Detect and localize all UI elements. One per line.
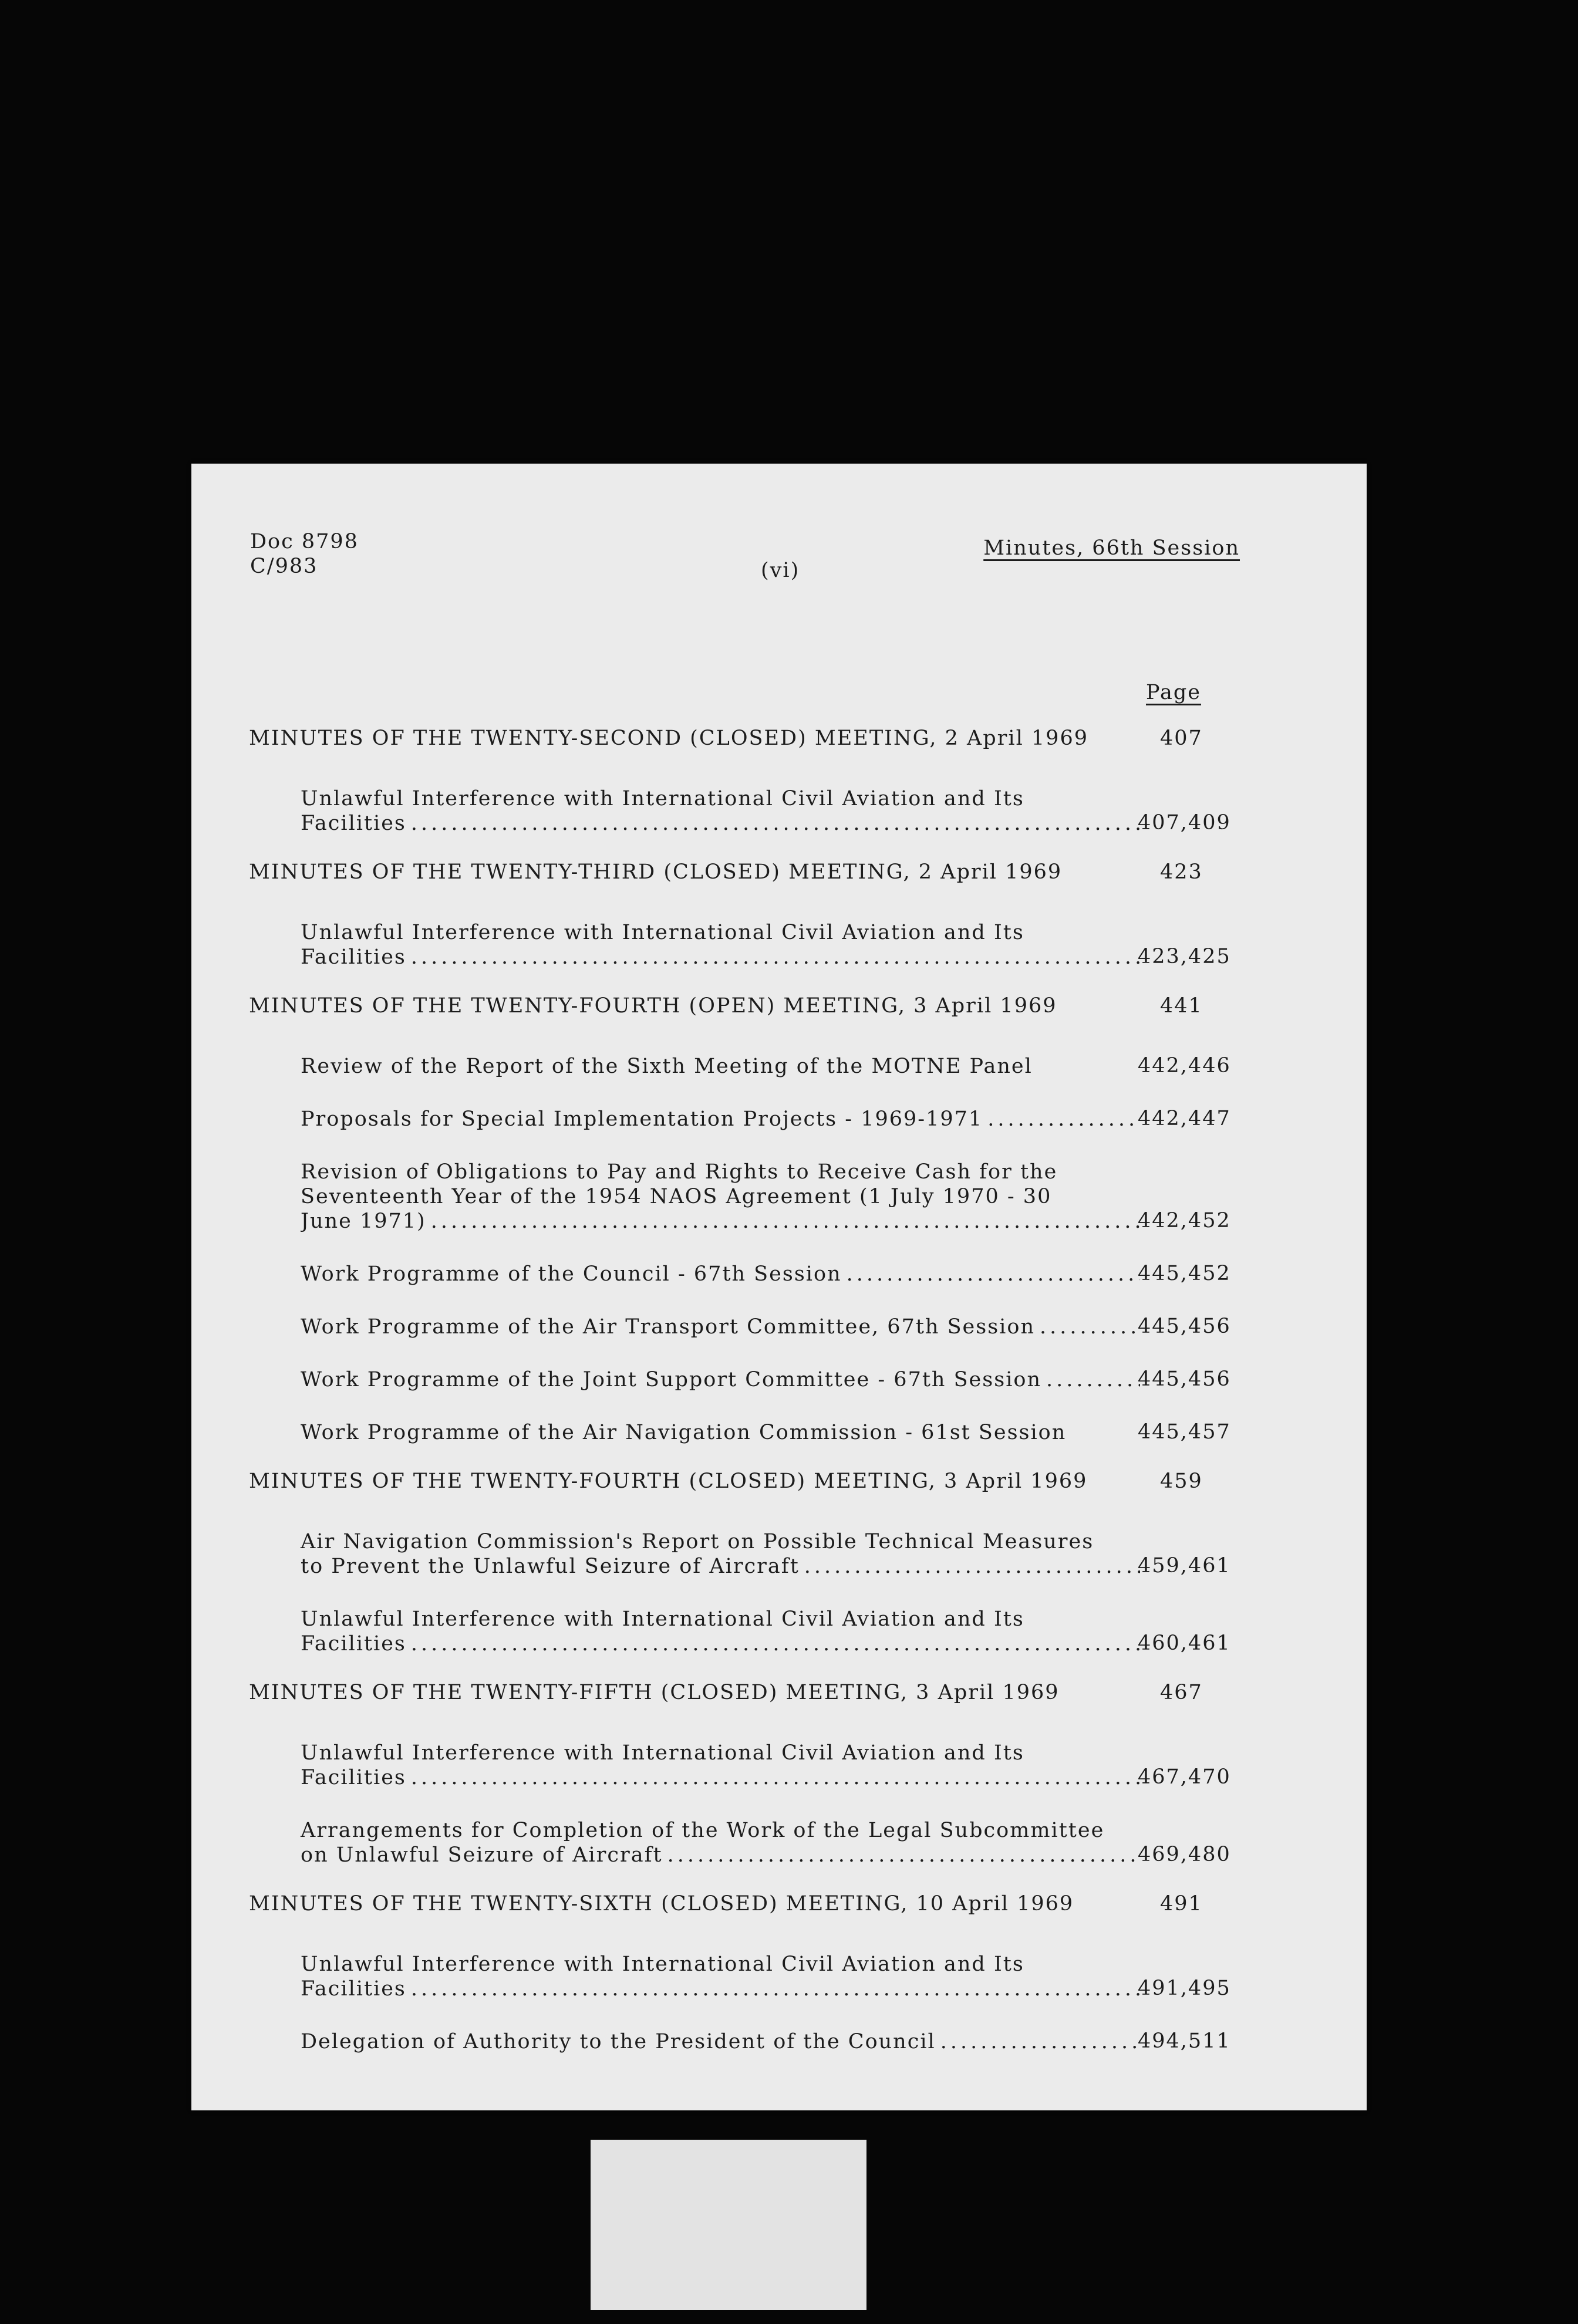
meeting-page-number: 467 bbox=[1160, 1681, 1203, 1704]
dot-leader bbox=[847, 1262, 1140, 1286]
meeting-heading: MINUTES OF THE TWENTY-THIRD (CLOSED) MEETING, 2 April 1969 bbox=[249, 860, 1063, 884]
meeting-page-number: 423 bbox=[1160, 860, 1203, 884]
toc-item bbox=[301, 1818, 1140, 1867]
dot-leader bbox=[1071, 1420, 1140, 1445]
toc-item-text: Facilities bbox=[301, 1632, 406, 1656]
toc-item-page-number: 442,452 bbox=[1138, 1209, 1231, 1232]
dot-leader bbox=[411, 945, 1140, 970]
toc-item bbox=[301, 1315, 1140, 1339]
page-number-roman: (vi) bbox=[761, 559, 800, 582]
blank-card bbox=[591, 2140, 866, 2310]
toc-item bbox=[301, 1952, 1140, 2001]
dot-leader bbox=[411, 1631, 1140, 1656]
toc-item-text: Work Programme of the Air Navigation Commission - 61st Session bbox=[301, 1421, 1067, 1444]
toc-item-text: Unlawful Interference with International Civil Aviation and Its bbox=[301, 921, 1024, 944]
doc-reference bbox=[250, 529, 359, 579]
running-title: Minutes, 66th Session bbox=[983, 536, 1240, 560]
toc-item-text: on Unlawful Seizure of Aircraft bbox=[301, 1843, 663, 1867]
toc-item bbox=[301, 1741, 1140, 1790]
page-column-label: Page bbox=[1146, 681, 1201, 704]
doc-number: Doc 8798 bbox=[250, 530, 359, 553]
meeting-page-number: 441 bbox=[1160, 994, 1203, 1018]
toc-item-text: Unlawful Interference with International Civil Aviation and Its bbox=[301, 1607, 1024, 1631]
meeting-page-number: 491 bbox=[1160, 1892, 1203, 1916]
toc-item-page-number: 460,461 bbox=[1138, 1631, 1231, 1655]
toc-item-text: Arrangements for Completion of the Work of the Legal Subcommittee bbox=[301, 1819, 1105, 1842]
meeting-heading: MINUTES OF THE TWENTY-FOURTH (OPEN) MEETING, 3 April 1969 bbox=[249, 994, 1057, 1018]
toc-item-page-number: 407,409 bbox=[1138, 811, 1231, 835]
document-page bbox=[191, 464, 1367, 2110]
toc-item-text: Revision of Obligations to Pay and Rights to Receive Cash for the bbox=[301, 1160, 1058, 1184]
meeting-page-number: 407 bbox=[1160, 727, 1203, 750]
meeting-heading: MINUTES OF THE TWENTY-SIXTH (CLOSED) MEETING, 10 April 1969 bbox=[249, 1892, 1074, 1916]
toc-item-text: to Prevent the Unlawful Seizure of Aircraft bbox=[301, 1555, 800, 1578]
toc-item-page-number: 442,447 bbox=[1138, 1107, 1231, 1130]
toc-item bbox=[301, 1107, 1140, 1131]
dot-leader bbox=[804, 1554, 1140, 1579]
toc-item bbox=[301, 2029, 1140, 2054]
toc-item-text: Facilities bbox=[301, 1766, 406, 1789]
dot-leader bbox=[411, 811, 1140, 836]
toc-item bbox=[301, 1529, 1140, 1579]
dot-leader bbox=[411, 1765, 1140, 1790]
toc-item-page-number: 467,470 bbox=[1138, 1765, 1231, 1789]
dot-leader bbox=[1046, 1367, 1140, 1392]
toc-item-text: Air Navigation Commission's Report on Possible Technical Measures bbox=[301, 1530, 1094, 1553]
toc-item-text: Seventeenth Year of the 1954 NAOS Agreement (1 July 1970 - 30 bbox=[301, 1185, 1052, 1208]
toc-item bbox=[301, 1054, 1140, 1079]
toc-item-text: Unlawful Interference with International Civil Aviation and Its bbox=[301, 787, 1024, 810]
meeting-heading: MINUTES OF THE TWENTY-SECOND (CLOSED) MEETING, 2 April 1969 bbox=[249, 727, 1088, 750]
toc-item-page-number: 445,456 bbox=[1138, 1315, 1231, 1338]
toc-item-text: Facilities bbox=[301, 812, 406, 835]
dot-leader bbox=[1040, 1315, 1140, 1339]
toc-item bbox=[301, 1262, 1140, 1286]
toc-item-text: Facilities bbox=[301, 945, 406, 969]
toc-item bbox=[301, 920, 1140, 970]
toc-item-text: Facilities bbox=[301, 1977, 406, 2001]
toc-item-page-number: 445,457 bbox=[1138, 1420, 1231, 1444]
toc-item-text: Work Programme of the Joint Support Committee - 67th Session bbox=[301, 1368, 1041, 1391]
dot-leader bbox=[1037, 1054, 1140, 1079]
toc-item-text: Unlawful Interference with International Civil Aviation and Its bbox=[301, 1953, 1024, 1976]
dot-leader bbox=[987, 1107, 1140, 1131]
meeting-heading: MINUTES OF THE TWENTY-FOURTH (CLOSED) MEETING, 3 April 1969 bbox=[249, 1470, 1088, 1493]
toc-item-text: Work Programme of the Air Transport Committee, 67th Session bbox=[301, 1315, 1035, 1339]
toc-item-text: Work Programme of the Council - 67th Session bbox=[301, 1262, 842, 1286]
toc-item-text: Proposals for Special Implementation Projects - 1969-1971 bbox=[301, 1107, 983, 1131]
dot-leader bbox=[667, 1843, 1140, 1867]
toc-item bbox=[301, 1367, 1140, 1392]
toc-item-page-number: 469,480 bbox=[1138, 1843, 1231, 1866]
toc-item-page-number: 494,511 bbox=[1138, 2029, 1231, 2053]
toc-item bbox=[301, 1420, 1140, 1445]
dot-leader bbox=[411, 1977, 1140, 2001]
c-number: C/983 bbox=[250, 555, 318, 578]
toc-item-page-number: 459,461 bbox=[1138, 1554, 1231, 1578]
toc-item-page-number: 491,495 bbox=[1138, 1977, 1231, 2000]
toc-item bbox=[301, 786, 1140, 836]
toc-item-text: June 1971) bbox=[301, 1210, 426, 1233]
toc-item-text: Review of the Report of the Sixth Meeting of the MOTNE Panel bbox=[301, 1055, 1033, 1078]
toc-item-page-number: 445,456 bbox=[1138, 1367, 1231, 1391]
toc-item-page-number: 442,446 bbox=[1138, 1054, 1231, 1077]
toc-item-text: Delegation of Authority to the President of the Council bbox=[301, 2030, 936, 2053]
toc-item bbox=[301, 1607, 1140, 1656]
dot-leader bbox=[940, 2029, 1140, 2054]
toc-item-page-number: 423,425 bbox=[1138, 945, 1231, 968]
toc-item bbox=[301, 1160, 1140, 1234]
toc-item-text: Unlawful Interference with International Civil Aviation and Its bbox=[301, 1741, 1024, 1765]
dot-leader bbox=[431, 1209, 1140, 1234]
meeting-heading: MINUTES OF THE TWENTY-FIFTH (CLOSED) MEETING, 3 April 1969 bbox=[249, 1681, 1060, 1704]
toc-item-page-number: 445,452 bbox=[1138, 1262, 1231, 1285]
meeting-page-number: 459 bbox=[1160, 1470, 1203, 1493]
